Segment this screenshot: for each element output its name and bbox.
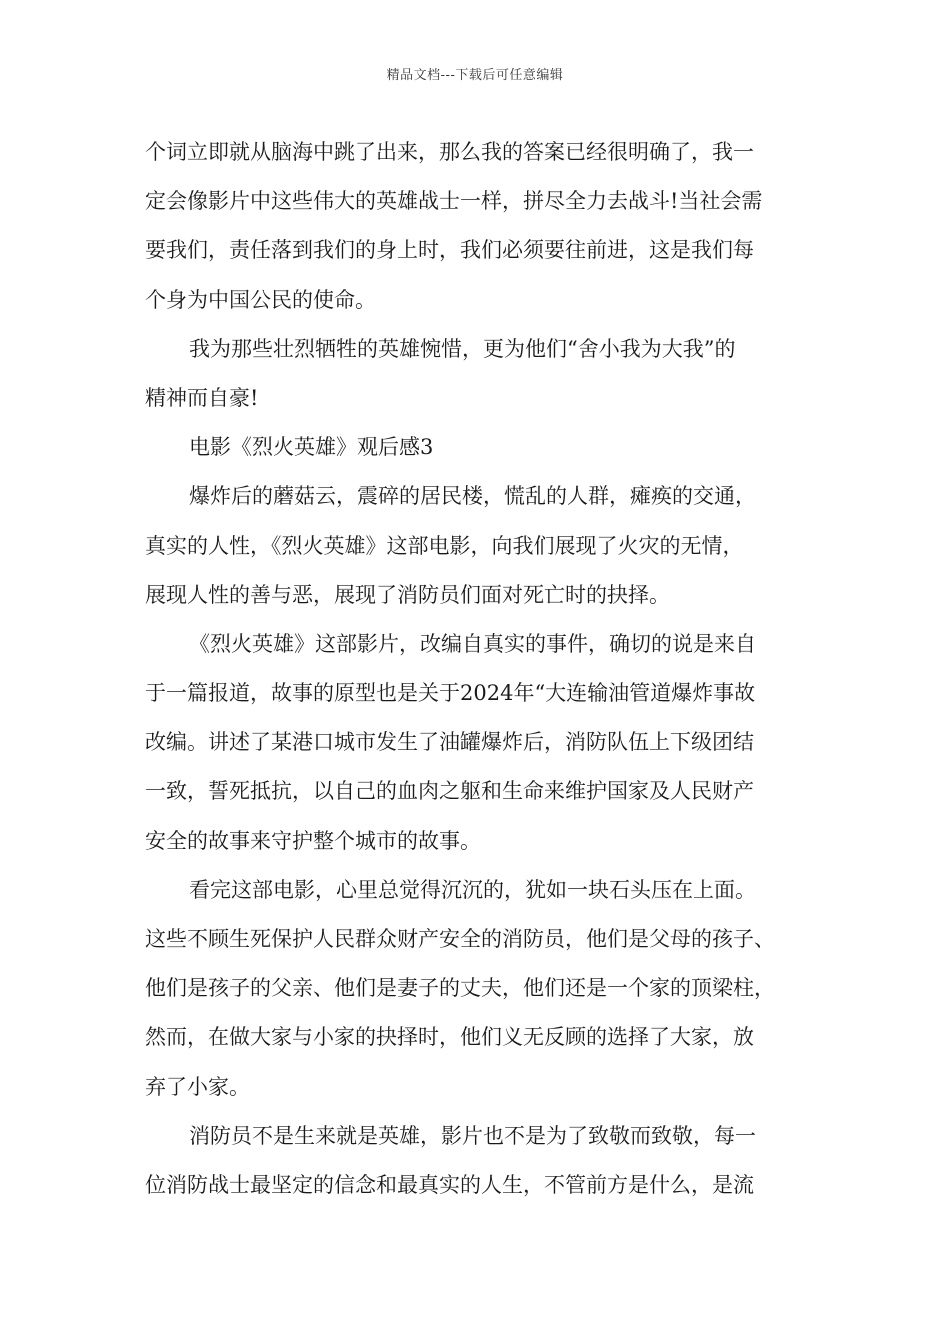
text-line: 要我们，责任落到我们的身上时，我们必须要往前进，这是我们每	[145, 238, 754, 263]
text-line: 这些不顾生死保护人民群众财产安全的消防员，他们是父母的孩子、	[145, 927, 775, 951]
text-line: 于一篇报道，故事的原型也是关于2024年“大连输油管道爆炸事故	[145, 681, 756, 706]
text-line: 安全的故事来守护整个城市的故事。	[145, 828, 481, 853]
paragraph-first-line: 爆炸后的蘑菇云，震碎的居民楼，慌乱的人群，瘫痪的交通，	[189, 484, 756, 509]
section-heading: 电影《烈火英雄》观后感3	[189, 435, 434, 460]
text-line: 精神而自豪!	[145, 385, 259, 410]
body-text	[145, 128, 810, 1210]
text-line: 位消防战士最坚定的信念和最真实的人生，不管前方是什么，是流	[145, 1172, 754, 1197]
text-line: 然而，在做大家与小家的抉择时，他们义无反顾的选择了大家，放	[145, 1025, 754, 1050]
text-line: 展现人性的善与恶，展现了消防员们面对死亡时的抉择。	[145, 582, 670, 607]
text-line: 个词立即就从脑海中跳了出来，那么我的答案已经很明确了，我一	[145, 140, 754, 164]
paragraph-first-line: 消防员不是生来就是英雄，影片也不是为了致敬而致敬，每一	[189, 1123, 756, 1148]
paragraph-first-line: 看完这部电影，心里总觉得沉沉的，犹如一块石头压在上面。	[189, 877, 756, 902]
text-line: 他们是孩子的父亲、他们是妻子的丈夫，他们还是一个家的顶梁柱，	[145, 976, 775, 1001]
text-line: 真实的人性，《烈火英雄》这部电影，向我们展现了火灾的无情，	[145, 533, 744, 558]
text-line: 定会像影片中这些伟大的英雄战士一样，拼尽全力去战斗!当社会需	[145, 189, 763, 214]
paragraph-first-line: 我为那些壮烈牺牲的英雄惋惜，更为他们“舍小我为大我”的	[189, 336, 736, 361]
text-line: 个身为中国公民的使命。	[145, 287, 376, 312]
text-line: 改编。讲述了某港口城市发生了油罐爆炸后，消防队伍上下级团结	[145, 730, 754, 755]
page-header: 精品文档---下载后可任意编辑	[386, 68, 564, 83]
text-line: 一致，誓死抵抗，以自己的血肉之躯和生命来维护国家及人民财产	[145, 779, 754, 804]
paragraph-first-line: 《烈火英雄》这部影片，改编自真实的事件，确切的说是来自	[189, 631, 756, 656]
text-line: 弃了小家。	[145, 1074, 250, 1099]
